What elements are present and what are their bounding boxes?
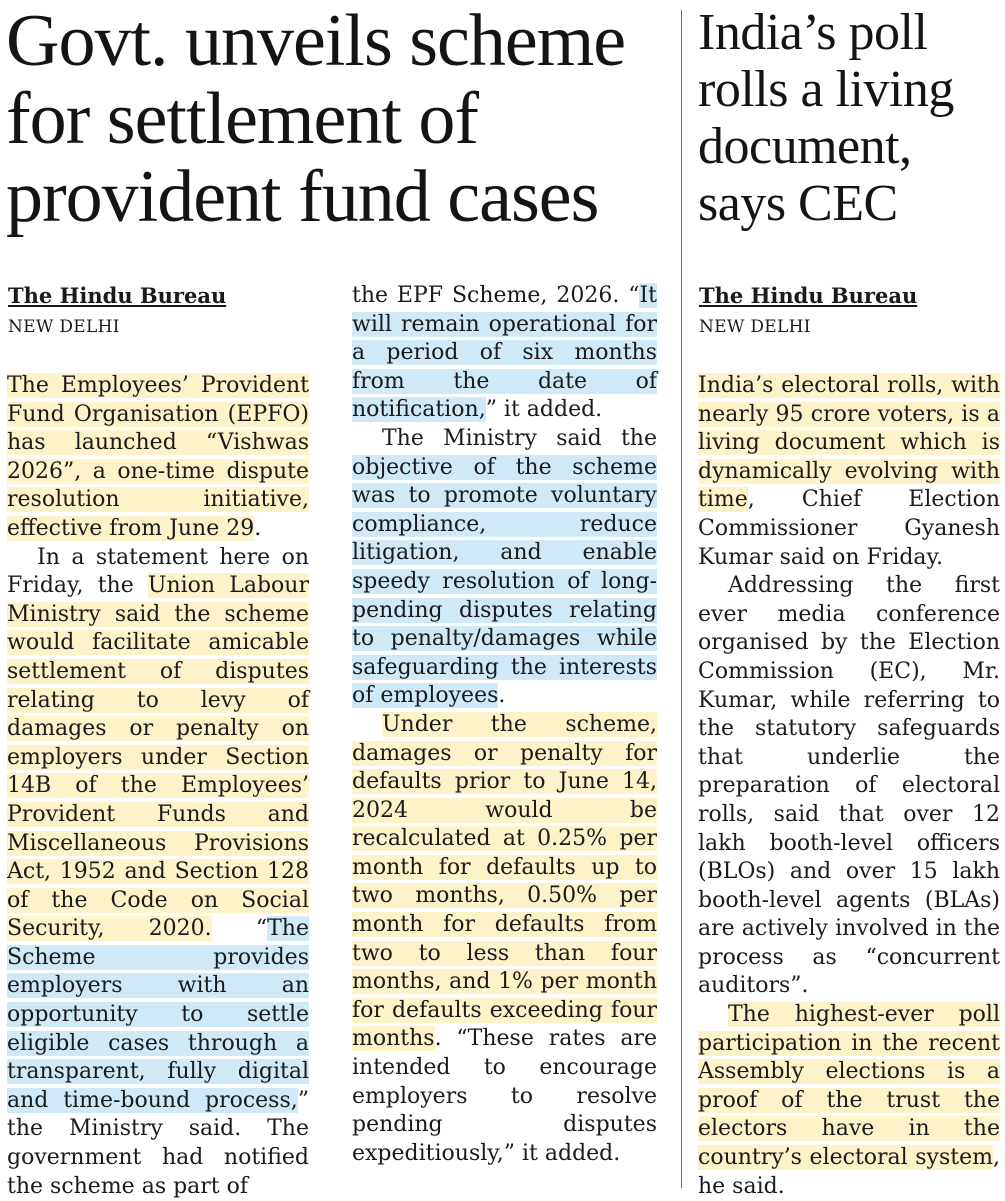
left-article-column-1 (7, 372, 309, 1201)
right-paragraph-1: India’s electoral rolls, with nearly 95 crore voters, is a living document which is dynamically evolving with time, Chief Election Commissioner Gyanesh Kumar said on Friday. (698, 373, 1000, 570)
left-article-column-2 (352, 282, 657, 1168)
column-divider (681, 10, 682, 1188)
left-dateline: NEW DELHI (8, 317, 120, 337)
left-paragraph-4: The Ministry said the objective of the scheme was to promote voluntary compliance, reduce litigation, and enable speedy resolution of long-pending disputes relating to penalty/damages while safeguarding the interests of employees. (352, 425, 657, 709)
highlight-blue: The Scheme provides employers with an opportunity to settle eligible cases through a transparent, fully digital and time-bound process, (7, 916, 309, 1113)
highlight-yellow: Union Labour Ministry said the scheme would facilitate amicable settlement of disputes relating to levy of damages or penalty on employers under Section 14B of the Employees’ Provident Funds and Miscellaneous Provisions Act, 1952 and Section 128 of the Code on Social Security, 2020. (7, 573, 309, 942)
left-paragraph-5: Under the scheme, damages or penalty for defaults prior to June 14, 2024 would be recalculated at 0.25% per month for defaults up to two months, 0.50% per month for defaults from two to less than four months, and 1% per month for defaults exceeding four months. “These rates are intended to encourage employers to resolve pending disputes expeditiously,” it added. (352, 711, 657, 1166)
right-byline[interactable]: The Hindu Bureau (699, 283, 918, 308)
left-paragraph-2: In a statement here on Friday, the Union Labour Ministry said the scheme would facilitate amicable settlement of disputes relating to levy of damages or penalty on employers under Section 14B of the Employees’ Provident Funds and Miscellaneous Provisions Act, 1952 and Section 128 of the Code on Social Security, 2020. “The Scheme provides employers with an opportunity to settle eligible cases through a transparent, fully digital and time-bound process,” the Ministry said. The government had notified the scheme as part of (7, 544, 309, 1199)
highlight-yellow: The highest-ever poll participation in the recent Assembly elections is a proof of the trust the electors have in the country’s electoral system (698, 1002, 1000, 1171)
right-headline: India’s poll rolls a living document, says CEC (698, 4, 954, 232)
right-paragraph-2: Addressing the first ever media conference organised by the Election Commission (EC), Mr. Kumar, while referring to the statutory safeguards that underlie the preparation of electoral rolls, said that over 12 lakh booth-level officers (BLOs) and over 15 lakh booth-level agents (BLAs) are actively involved in the process as “concurrent auditors”. (698, 573, 1000, 999)
left-headline: Govt. unveils scheme for settlement of provident fund cases (6, 0, 626, 238)
highlight-yellow: The Employees’ Provident Fund Organisation (EPFO) has launched “Vishwas 2026”, a one-time dispute resolution initiative, effective from June 29 (7, 373, 309, 541)
highlight-blue: objective of the scheme was to promote voluntary compliance, reduce litigation, and enable speedy resolution of long-pending disputes relating to penalty/damages while safeguarding the interests of employees (352, 454, 657, 709)
left-paragraph-3: the EPF Scheme, 2026. “It will remain operational for a period of six months from the date of notification,” it added. (352, 283, 657, 423)
right-paragraph-3: The highest-ever poll participation in the recent Assembly elections is a proof of the trust the electors have in the country’s electoral system, he said. (698, 1002, 1000, 1199)
left-byline[interactable]: The Hindu Bureau (8, 283, 227, 308)
highlight-yellow: Under the scheme, damages or penalty for defaults prior to June 14, 2024 would be recalculated at 0.25% per month for defaults up to two months, 0.50% per month for defaults from two to less than four months, and 1% per month for defaults exceeding four months (352, 711, 657, 1052)
highlight-blue: It will remain operational for a period of six months from the date of notification, (352, 283, 657, 423)
left-paragraph-1: The Employees’ Provident Fund Organisation (EPFO) has launched “Vishwas 2026”, a one-time dispute resolution initiative, effective from June 29. (7, 373, 309, 541)
highlight-yellow: India’s electoral rolls, with nearly 95 crore voters, is a living document which is dynamically evolving with time (698, 373, 1000, 513)
right-article-column (698, 372, 1000, 1201)
right-dateline: NEW DELHI (699, 317, 811, 337)
